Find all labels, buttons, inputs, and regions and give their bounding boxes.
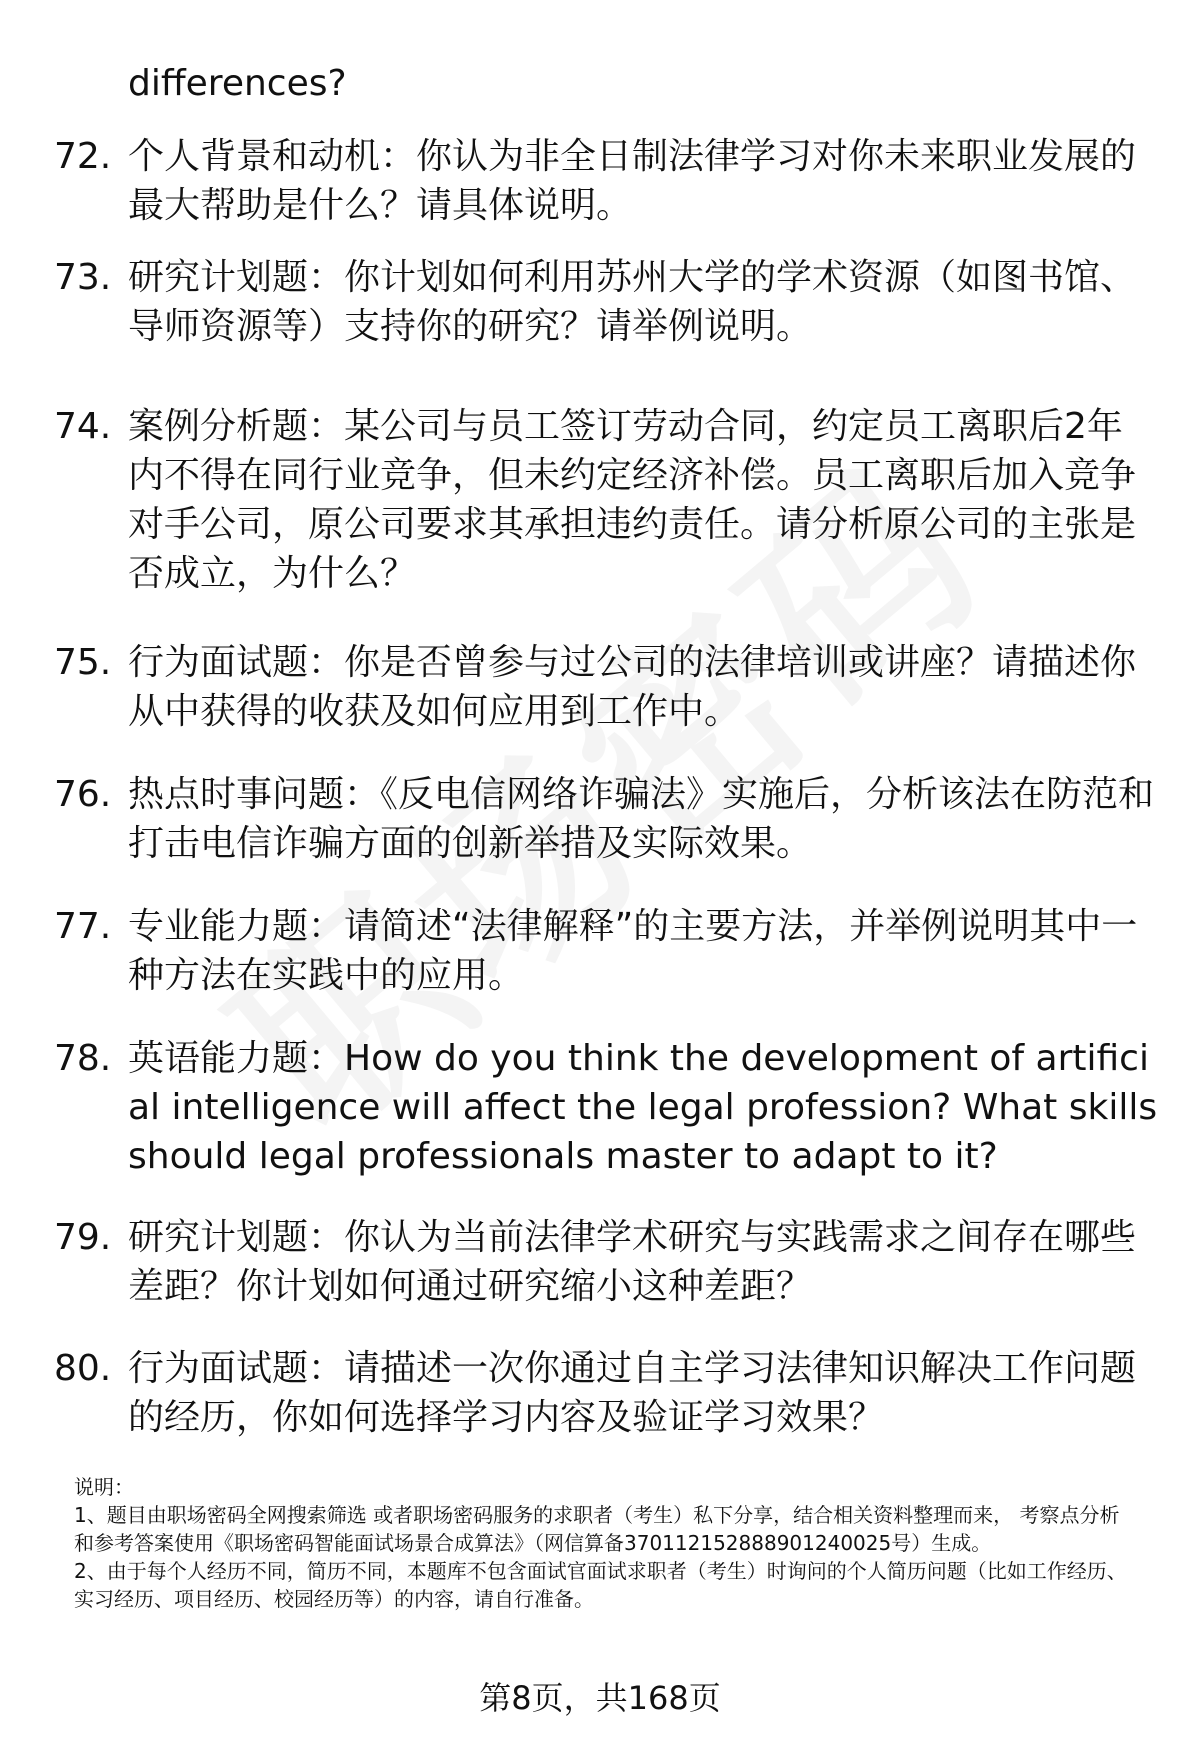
question-text: 案例分析题：某公司与员工签订劳动合同，约定员工离职后2年内不得在同行业竞争，但未约定经济补偿。员工离职后加入竞争对手公司，原公司要求其承担违约责任。请分析原公司的主张是否成立，为什么？ xyxy=(128,406,1137,594)
question-number: 77. xyxy=(54,906,112,947)
question-number: 78. xyxy=(54,1038,112,1079)
notes-heading: 说明： xyxy=(74,1475,134,1499)
question-text: 专业能力题：请简述“法律解释”的主要方法，并举例说明其中一种方法在实践中的应用。 xyxy=(128,906,1138,996)
notes-item-2: 2、由于每个人经历不同，简历不同，本题库不包含面试官面试求职者（考生）时询问的个人简历问题（比如工作经历、实习经历、项目经历、校园经历等）的内容，请自行准备。 xyxy=(74,1559,1127,1611)
question-text: 研究计划题：你认为当前法律学术研究与实践需求之间存在哪些差距？你计划如何通过研究缩小这种差距？ xyxy=(128,1217,1137,1307)
notes-section xyxy=(74,1473,1134,1613)
page-number: 第8页，共168页 xyxy=(479,1679,721,1717)
question-number: 76. xyxy=(54,774,112,815)
question-text: 行为面试题：你是否曾参与过公司的法律培训或讲座？请描述你从中获得的收获及如何应用到工作中。 xyxy=(128,642,1137,732)
continuation-text: differences? xyxy=(128,63,347,104)
question-text: 行为面试题：请描述一次你通过自主学习法律知识解决工作问题的经历，你如何选择学习内容及验证学习效果？ xyxy=(128,1348,1137,1438)
question-text: 研究计划题：你计划如何利用苏州大学的学术资源（如图书馆、导师资源等）支持你的研究？请举例说明。 xyxy=(128,257,1137,347)
question-number: 72. xyxy=(54,136,112,177)
question-text: 个人背景和动机：你认为非全日制法律学习对你未来职业发展的最大帮助是什么？请具体说明。 xyxy=(128,136,1137,226)
question-number: 79. xyxy=(54,1217,112,1258)
question-number: 75. xyxy=(54,642,112,683)
question-number: 73. xyxy=(54,257,112,298)
question-text: 英语能力题：How do you think the development of artificial intelligence will affect the legal profession? What skills should legal professionals master to adapt to it? xyxy=(128,1038,1158,1177)
notes-item-1: 1、题目由职场密码全网搜索筛选 或者职场密码服务的求职者（考生）私下分享，结合相关资料整理而来， 考察点分析和参考答案使用《职场密码智能面试场景合成算法》（网信算备370112152888901240025号）生成。 xyxy=(74,1503,1120,1555)
question-text: 热点时事问题：《反电信网络诈骗法》实施后，分析该法在防范和打击电信诈骗方面的创新举措及实际效果。 xyxy=(128,774,1155,864)
question-number: 80. xyxy=(54,1348,112,1389)
question-number: 74. xyxy=(54,406,112,447)
